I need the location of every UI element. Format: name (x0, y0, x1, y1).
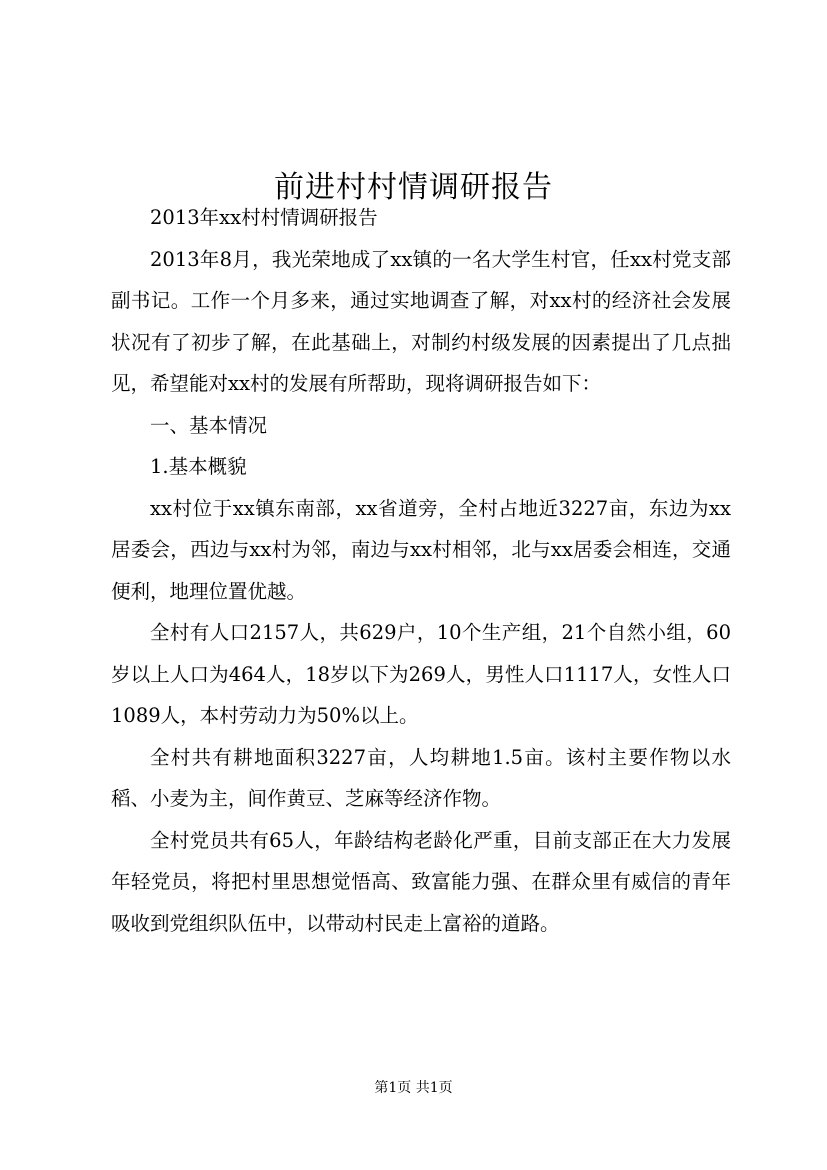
report-subtitle-paragraph: 2013年xx村村情调研报告 (150, 206, 378, 229)
page-footer: 第1页 共1页 (374, 1080, 453, 1096)
population-paragraph: 全村有人口2157人，共629户，10个生产组，21个自然小组，60岁以上人口为464人，18岁以下为269人，男性人口1117人，女性人口1089人，本村劳动力为50%以上。 (111, 621, 731, 727)
farmland-paragraph: 全村共有耕地面积3227亩，人均耕地1.5亩。该村主要作物以水稻、小麦为主，间作黄豆、芝麻等经济作物。 (111, 745, 731, 810)
location-paragraph: xx村位于xx镇东南部，xx省道旁，全村占地近3227亩，东边为xx居委会，西边与xx村为邻，南边与xx村相邻，北与xx居委会相连，交通便利，地理位置优越。 (111, 496, 731, 603)
document-body (111, 197, 731, 944)
intro-paragraph: 2013年8月，我光荣地成了xx镇的一名大学生村官，任xx村党支部副书记。工作一个月多来，通过实地调查了解，对xx村的经济社会发展状况有了初步了解，在此基础上，对制约村级发展的因素提出了几点拙见，希望能对xx村的发展有所帮助，现将调研报告如下： (111, 247, 731, 395)
document-title: 前进村村情调研报告 (274, 170, 553, 206)
section-heading-basic-situation: 一、基本情况 (150, 413, 268, 437)
subsection-heading-overview: 1.基本概貌 (150, 455, 247, 478)
party-members-paragraph: 全村党员共有65人，年龄结构老龄化严重，目前支部正在大力发展年轻党员，将把村里思想觉悟高、致富能力强、在群众里有威信的青年吸收到党组织队伍中，以带动村民走上富裕的道路。 (111, 828, 731, 935)
